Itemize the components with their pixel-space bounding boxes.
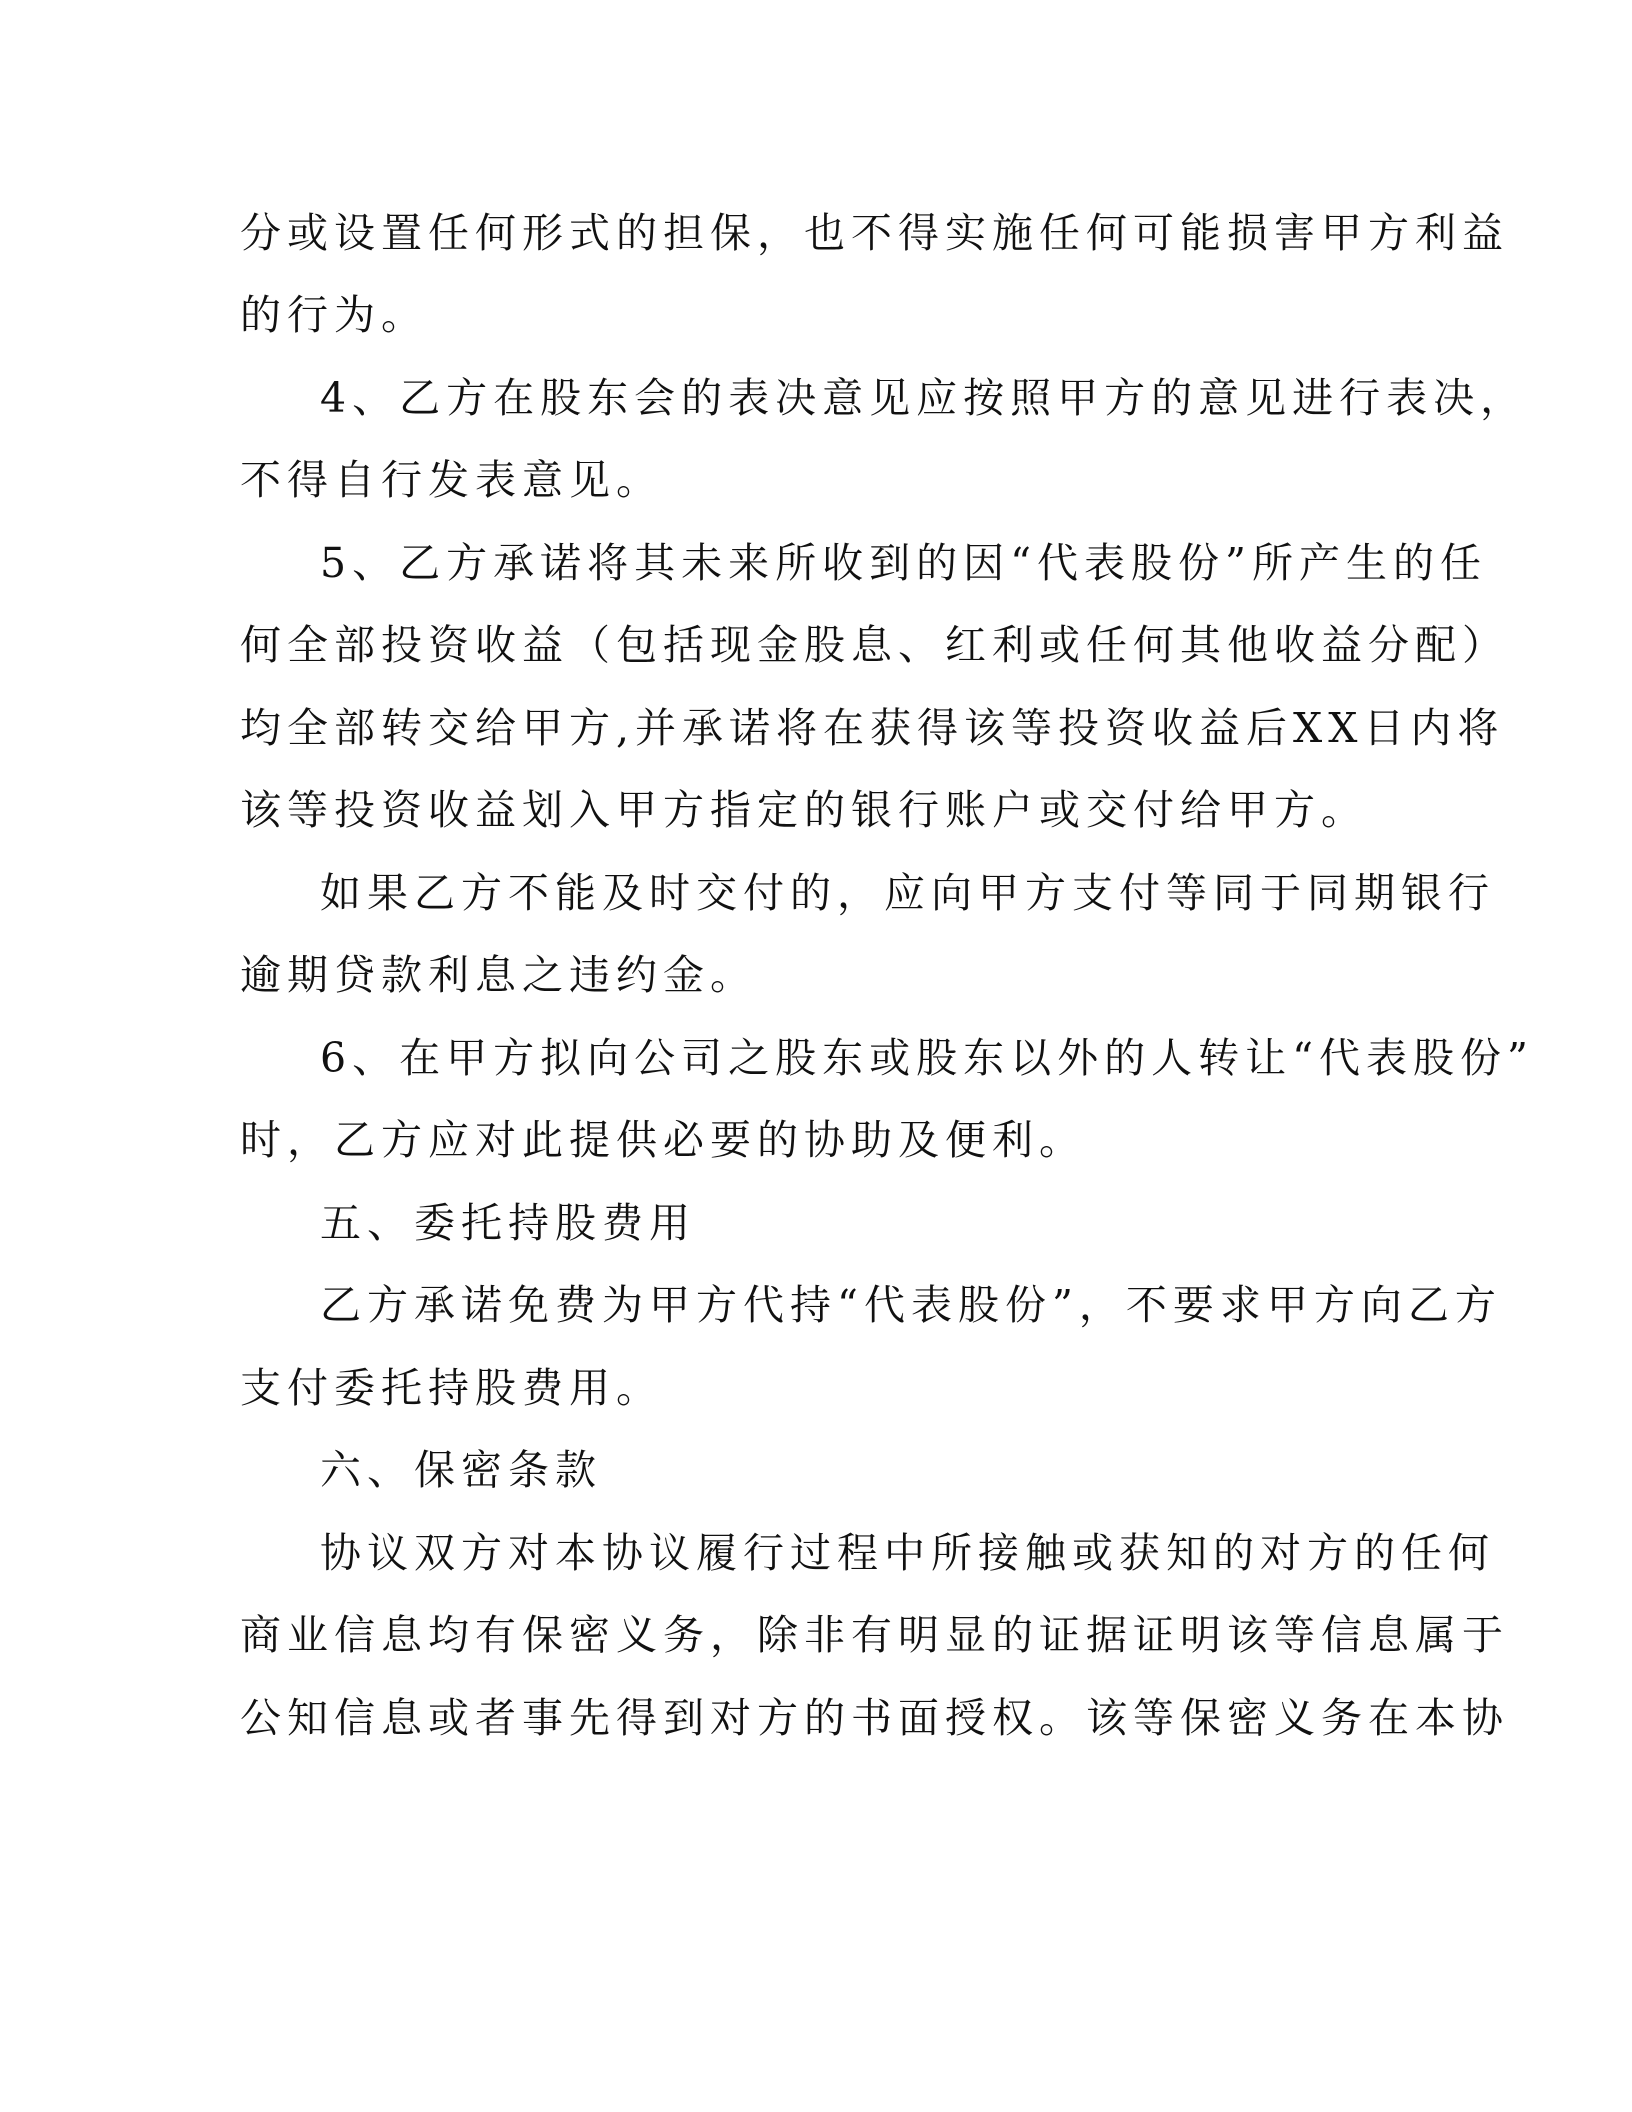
text-line: 5、乙方承诺将其未来所收到的因“代表股份”所产生的任 [320,539,1488,587]
text-line: 4、乙方在股东会的表决意见应按照甲方的意见进行表决， [320,374,1528,422]
text-line: 逾期贷款利息之违约金。 [240,951,757,999]
text-line: 支付委托持股费用。 [240,1364,663,1412]
text-line: 时，乙方应对此提供必要的协助及便利。 [240,1116,1086,1164]
section-heading: 五、委托持股费用 [320,1199,696,1247]
text-line: 如果乙方不能及时交付的，应向甲方支付等同于同期银行 [320,869,1495,917]
text-line: 均全部转交给甲方,并承诺将在获得该等投资收益后XX日内将 [240,704,1505,752]
text-line: 该等投资收益划入甲方指定的银行账户或交付给甲方。 [240,786,1368,834]
text-line: 分或设置任何形式的担保，也不得实施任何可能损害甲方利益 [240,209,1509,257]
text-line: 乙方承诺免费为甲方代持“代表股份”，不要求甲方向乙方 [320,1281,1502,1329]
text-line: 6、在甲方拟向公司之股东或股东以外的人转让“代表股份” [320,1034,1535,1082]
text-line: 公知信息或者事先得到对方的书面授权。该等保密义务在本协 [240,1694,1509,1742]
text-line: 商业信息均有保密义务，除非有明显的证据证明该等信息属于 [240,1611,1509,1659]
text-line: 不得自行发表意见。 [240,456,663,504]
text-line: 协议双方对本协议履行过程中所接触或获知的对方的任何 [320,1529,1495,1577]
text-line: 的行为。 [240,291,428,339]
text-line: 何全部投资收益（包括现金股息、红利或任何其他收益分配） [240,621,1509,669]
section-heading: 六、保密条款 [320,1446,602,1494]
